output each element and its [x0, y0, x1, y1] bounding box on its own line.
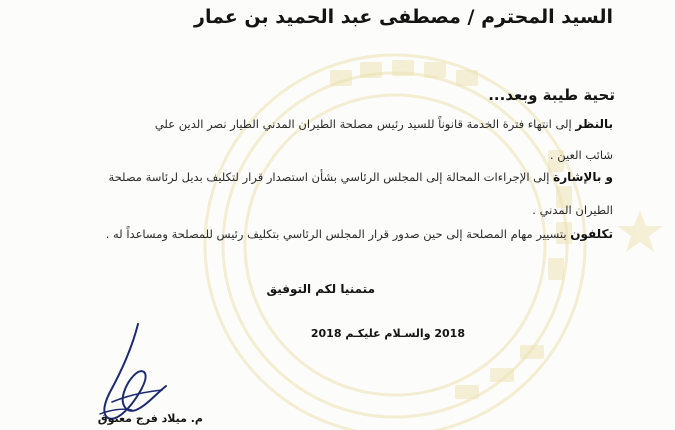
paragraph-1-text: إلى انتهاء فترة الخدمة قانوناً للسيد رئيس مصلحة الطيران المدني الطيار نصر الدين علي [154, 117, 576, 131]
signer-name: م. ميلاد فرج معتوق [97, 412, 203, 425]
closing-wish: متمنيا لكم التوفيق [266, 282, 375, 296]
regards-line: 2018 والسـلام عليكـم 2018 [310, 327, 465, 340]
paragraph-1-lead: بالنظر [575, 117, 613, 131]
greeting: تحية طيبة وبعد... [488, 86, 615, 104]
paragraph-2-line-2: الطيران المدني . [532, 203, 613, 217]
salutation: السيد المحترم / مصطفى عبد الحميد بن عمار [194, 6, 613, 28]
paragraph-3-line-1 [106, 227, 613, 241]
paragraph-2-text: إلى الإجراءات المحالة إلى المجلس الرئاسي بشأن استصدار قرار لتكليف بديل لرئاسة مصلحة [108, 170, 554, 184]
paragraph-1-line-1 [155, 117, 613, 131]
paragraph-1-line-2: شائب العين . [549, 148, 613, 162]
paragraph-2-lead: و بالإشارة [553, 170, 613, 184]
paragraph-3-lead: تكلفون [570, 227, 613, 241]
paragraph-3-text: بتسيير مهام المصلحة إلى حين صدور قرار المجلس الرئاسي بتكليف رئيس للمصلحة ومساعداً له . [105, 227, 571, 241]
paragraph-2-line-1 [108, 170, 613, 184]
